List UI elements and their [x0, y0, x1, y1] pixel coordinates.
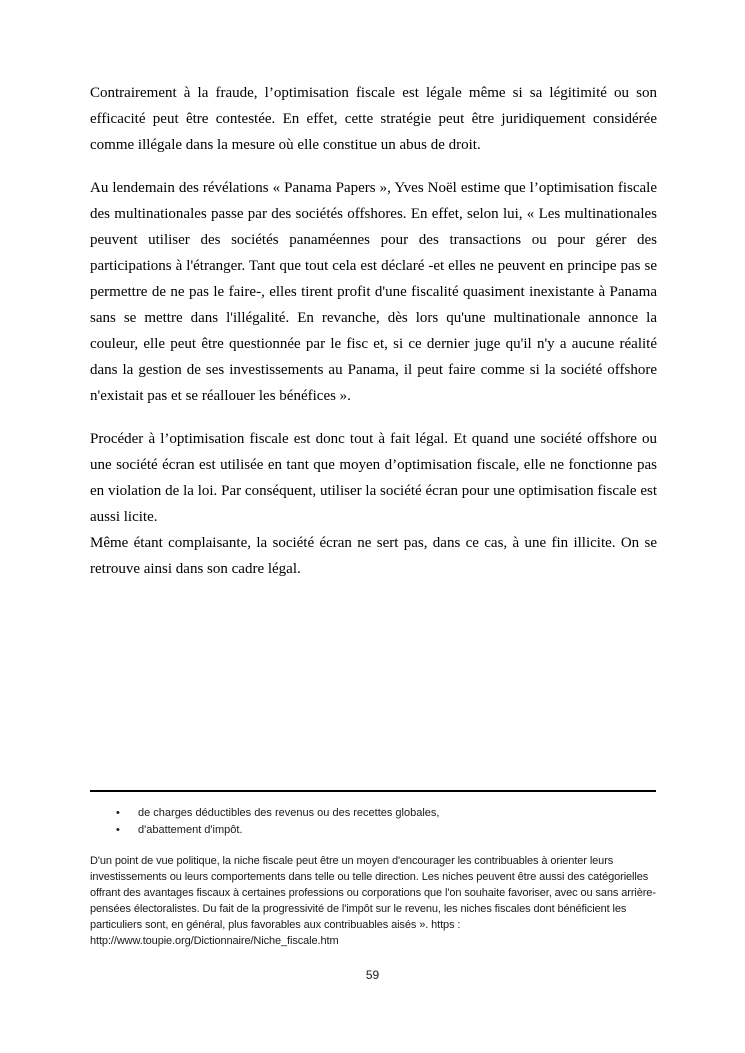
page-number: 59	[365, 968, 380, 982]
bullet-icon: •	[116, 807, 120, 819]
paragraph-panama-papers-quote: Au lendemain des révélations « Panama Papers », Yves Noël estime que l’optimisation fiscale des multinationales passe par des sociétés offshores. En effet, selon lui, « Les multinationales peuvent utiliser des sociétés panaméennes pour des transactions ou pour gérer des participations à l'étranger. Tant que tout cela est déclaré -et elles ne peuvent en principe pas se permettre de ne pas le faire-, elles tirent profit d'une fiscalité quasiment inexistante à Panama sans se mettre dans l'illégalité. En revanche, dès lors qu'une multinationale annonce la couleur, elle peut être questionnée par le fisc et, si ce dernier juge qu'il n'y a aucune réalité dans la gestion de ses investissements au Panama, il peut faire comme si la société offshore n'existait pas et se réallouer les bénéfices ».	[90, 180, 657, 404]
footnote-block	[90, 790, 657, 949]
bullet-icon: •	[116, 824, 120, 836]
footnote-bullet-item	[90, 805, 657, 822]
footnote-bullet-list	[90, 805, 657, 839]
paragraph-conclusion-legal: Procéder à l’optimisation fiscale est donc tout à fait légal. Et quand une société offshore ou une société écran est utilisée en tant que moyen d’optimisation fiscale, elle ne fonctionne pas en violation de la loi. Par conséquent, utiliser la société écran pour une optimisation fiscale est aussi licite.	[90, 431, 657, 525]
footnote-separator	[90, 790, 656, 792]
footnote-bullet-item	[90, 822, 657, 839]
paragraph-legality: Contrairement à la fraude, l’optimisation fiscale est légale même si sa légitimité ou son efficacité peut être contestée. En effet, cette stratégie peut être juridiquement considérée comme illégale dans la mesure où elle constitue un abus de droit.	[90, 85, 657, 153]
paragraph-cadre-legal: Même étant complaisante, la société écran ne sert pas, dans ce cas, à une fin illicite. On se retrouve ainsi dans son cadre légal.	[90, 535, 657, 577]
footnote-bullet-text: de charges déductibles des revenus ou des recettes globales,	[138, 807, 440, 819]
footnote-note-text: D'un point de vue politique, la niche fiscale peut être un moyen d'encourager les contribuables à orienter leurs investissements ou leurs comportements dans telle ou telle direction. Les niches peuvent être aussi des catégorielles offrant des avantages fiscaux à certaines professions ou corporations que l'on souhaite favoriser, avec ou sans arrière-pensées électoralistes. Du fait de la progressivité de l'impôt sur le revenu, les niches fiscales dont bénéficient les particuliers sont, en général, plus favorables aux contribuables aisés ». https : http://www.toupie.org/Dictionnaire/Niche_fiscale.htm	[90, 855, 656, 947]
body-text-block	[90, 80, 657, 599]
footnote-bullet-text: d'abattement d'impôt.	[138, 824, 243, 836]
